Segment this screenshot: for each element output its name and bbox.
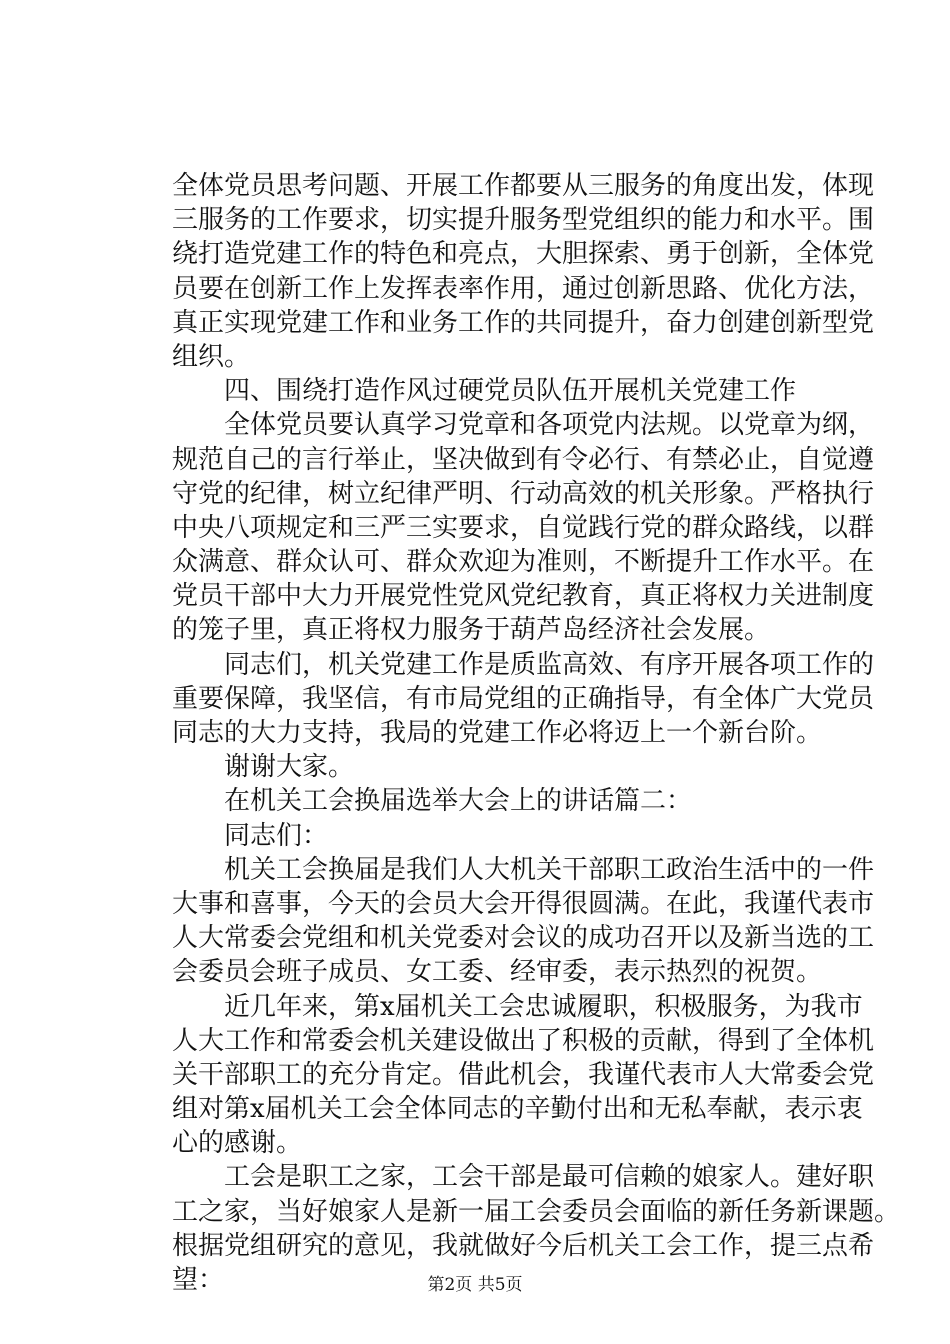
text-line: 中央八项规定和三严三实要求，自觉践行党的群众路线，以群 [172, 512, 875, 543]
text-line: 众满意、群众认可、群众欢迎为准则，不断提升工作水平。在 [172, 547, 875, 578]
text-line: 大事和喜事，今天的会员大会开得很圆满。在此，我谨代表市 [172, 888, 875, 919]
text-line: 同志的大力支持，我局的党建工作必将迈上一个新台阶。 [172, 718, 823, 748]
text-line: 党员干部中大力开展党性党风党纪教育，真正将权力关进制度 [172, 581, 875, 612]
text-line: 绕打造党建工作的特色和亮点，大胆探索、勇于创新，全体党 [172, 239, 875, 270]
text-line: 重要保障，我坚信，有市局党组的正确指导，有全体广大党员 [172, 683, 875, 714]
salutation: 同志们： [172, 820, 329, 851]
text-line: 全体党员思考问题、开展工作都要从三服务的角度出发，体现 [172, 171, 875, 201]
text-line: 守党的纪律，树立纪律严明、行动高效的机关形象。严格执行 [172, 478, 875, 509]
text-line: 员要在创新工作上发挥表率作用，通过创新思路、优化方法， [172, 273, 875, 304]
text-line: 真正实现党建工作和业务工作的共同提升，奋力创建创新型党 [172, 307, 875, 338]
text-line: 工会是职工之家，工会干部是最可信赖的娘家人。建好职 [172, 1162, 875, 1193]
text-line: 组对第x届机关工会全体同志的辛勤付出和无私奉献，表示衷 [172, 1094, 863, 1125]
text-line: 会委员会班子成员、女工委、经审委，表示热烈的祝贺。 [172, 957, 823, 988]
section-heading: 在机关工会换届选举大会上的讲话篇二： [172, 786, 693, 817]
text-line: 人大工作和常委会机关建设做出了积极的贡献，得到了全体机 [172, 1025, 875, 1056]
text-line: 关干部职工的充分肯定。借此机会，我谨代表市人大常委会党 [172, 1059, 875, 1090]
text-line: 近几年来，第x届机关工会忠诚履职，积极服务，为我市 [172, 991, 863, 1022]
text-line: 组织。 [172, 341, 251, 372]
text-line: 人大常委会党组和机关党委对会议的成功召开以及新当选的工 [172, 923, 875, 954]
text-line: 望： [172, 1265, 225, 1295]
text-line: 根据党组研究的意见，我就做好今后机关工会工作，提三点希 [172, 1230, 875, 1261]
page-number-footer: 第2页 共5页 [427, 1275, 523, 1295]
section-heading: 四、围绕打造作风过硬党员队伍开展机关党建工作 [172, 376, 797, 407]
text-line: 三服务的工作要求，切实提升服务型党组织的能力和水平。围 [172, 205, 875, 236]
text-line: 全体党员要认真学习党章和各项党内法规。以党章为纲， [172, 410, 875, 441]
text-line: 心的感谢。 [172, 1128, 303, 1159]
document-body [172, 169, 901, 1297]
text-line: 谢谢大家。 [172, 752, 355, 783]
text-line: 机关工会换届是我们人大机关干部职工政治生活中的一件 [172, 854, 875, 885]
text-line: 的笼子里，真正将权力服务于葫芦岛经济社会发展。 [172, 615, 771, 646]
text-line: 工之家，当好娘家人是新一届工会委员会面临的新任务新课题。 [172, 1196, 901, 1227]
text-line: 同志们，机关党建工作是质监高效、有序开展各项工作的 [172, 649, 875, 680]
text-line: 规范自己的言行举止，坚决做到有令必行、有禁必止，自觉遵 [172, 444, 875, 475]
